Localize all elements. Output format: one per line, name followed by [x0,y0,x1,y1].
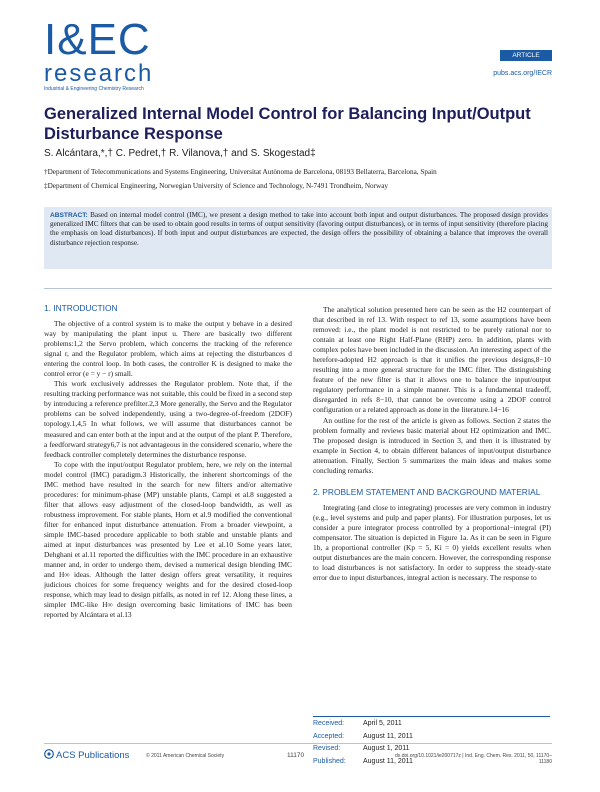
paragraph: An outline for the rest of the article is given as follows. Section 2 states the problem formally and reviews basic material about H2 optimization and IMC. The proposed design is introduced in Section 3, and then it is illustrated by example in Section 4, to obtain different balances of input/output disturbance attenuation. Finally, Section 5 summarizes the main ideas and makes some concluding remarks. [313,415,551,475]
date-row: Revised: August 1, 2011 [313,745,410,753]
author-list: S. Alcántara,*,† C. Pedret,† R. Vilanova,† and S. Skogestad‡ [44,148,316,159]
dates-divider [313,716,550,717]
abstract [50,211,548,248]
journal-logo-subtitle: research [44,60,154,87]
page-number: 11170 [287,752,305,759]
paragraph: To cope with the input/output Regulator problem, here, we rely on the internal model control (IMC) paradigm.3 Historically, the inherent shortcomings of the IMC method have resulted in the search for new filters and/or alternative procedures: for minimum-phase (MP) unstable plants, Campi et al.8 suggested a filter that allows easy adjustment of the closed-loop bandwidth, as well as robustness improvement. For stable plants, Horn et al.9 modified the conventional filter for enhanced input disturbance attenuation. From a broader viewpoint, a simple IMC-based procedure applicable to both stable and unstable plants and aimed at input disturbances was presented by Lee et al.10 Some years later, Dehghani et al.11 reported the difficulties with the IMC procedure in an exhaustive manner and, in order to undergo them, devised a numerical design blending IMC and H∞ ideas. Although the latter design offers great versatility, it requires judicious choices for some frequency weights and for the desired closed-loop response, which may lead to design pitfalls, as noted in ref 12. Along these lines, a simpler IMC-like H∞ design overcoming basic limitations of IMC has been reported by Alcántara et al.13 [44,459,292,620]
acs-logo-icon [44,749,54,759]
section-heading-introduction: 1. INTRODUCTION [44,303,118,313]
date-row: Published: August 11, 2011 [313,758,413,766]
footer-divider [44,743,552,744]
article-type-badge: ARTICLE [500,50,552,61]
left-column [44,303,292,620]
section-heading-problem-statement: 2. PROBLEM STATEMENT AND BACKGROUND MATERIAL [313,486,541,497]
date-row: Accepted: August 11, 2011 [313,732,413,740]
journal-logo: I&EC [44,15,151,64]
abstract-label: ABSTRACT: [50,212,88,219]
paragraph: Integrating (and close to integrating) processes are very common in industry (e.g., level systems and pulp and paper plants). For illustration purposes, let us consider a pure integrator process controlled by a proportional−integral (PI) compensator. The situation is depicted in Figure 1a. As it can be seen in Figure 1b, a proportional controller (Kp = 5, Ki = 0) yields excellent results when output disturbances are the main concern. However, the corresponding response to load disturbances is not satisfactory. In order to suppress the steady-state error due to input disturbances, integral action is necessary. The response to [313,502,551,583]
journal-url-link[interactable]: pubs.acs.org/IECR [493,70,552,77]
divider [44,288,552,289]
doi-citation[interactable]: dx.doi.org/10.1021/ie200717z | Ind. Eng. Chem. Res. 2011, 50, 11170–11180 [395,753,552,765]
journal-full-name: Industrial & Engineering Chemistry Research [44,86,144,92]
paragraph: The analytical solution presented here can be seen as the H2 counterpart of that described in ref 13. With respect to ref 13, some assumptions have been removed: i.e., the plant model is not restricted to be purely rational nor to contain at least one Right Half-Plane (RHP) zero. In addition, plants with complex poles have been included in the discussion. An interesting aspect of the herefore-adopted H2 approach is that it unifies the previous designs,8−10 resulting into a more general structure for the IMC filter. The distinguishing feature of the new filter is that it allows one to balance the input/output regulatory performance in a simple manner. This is a fundamental tradeoff, disregarded in refs 8−10, that cannot be overcome using a 2DOF control configuration or a related approach as done in the literature.14−16 [313,305,551,415]
paragraph: The objective of a control system is to make the output y behave in a desired way by manipulating the plant input u. There are basically two different problems:1,2 the Servo problem, which concerns the tracking of the reference signal r, and the Regulator problem, which aims at rejecting the disturbances d entering the control loop. In both cases, the controller K is designed to make the control error (e = y − r) small. [44,319,292,379]
paragraph: This work exclusively addresses the Regulator problem. Note that, if the resulting tracking performance was not suitable, this could be fixed in a second step by introducing a reference prefilter.2,3 More generally, the Servo and the Regulator problems can be solved independently, using a two-degree-of-freedom (2DOF) topology.1,4,5 In what follows, we will assume that disturbances cannot be measured and can enter both at the input and at the output of the plant P. Therefore, a feedforward strategy6,7 is not advantageous in the considered scenario, where the feedback controller completely determines the disturbance response. [44,379,292,459]
date-row: Received: April 5, 2011 [313,720,402,727]
affiliation-2: ‡Department of Chemical Engineering, Norwegian University of Science and Technology, N-7491 Trondheim, Norway [44,182,389,190]
right-column [313,305,551,583]
publisher-logo: ACS Publications [44,749,129,761]
affiliation-1: †Department of Telecommunications and Systems Engineering, Universitat Autònoma de Barcelona, 08193 Bellaterra, Barcelona, Spain [44,168,437,176]
paper-title: Generalized Internal Model Control for Balancing Input/Output Disturbance Response [44,105,531,143]
copyright: © 2011 American Chemical Society [146,753,225,759]
abstract-text: Based on internal model control (IMC), we present a design method to take into account both input and output disturbances. The proposed design provides generalized IMC filters that can be used to obtain good results in terms of output sensitivity (favoring output disturbances), or in terms of input sensitivity (therefore placing the emphasis on load disturbances). If both input and output disturbances are expected, the design offers the possibility of obtaining a balance that improves the overall disturbance rejection response. [50,211,549,247]
